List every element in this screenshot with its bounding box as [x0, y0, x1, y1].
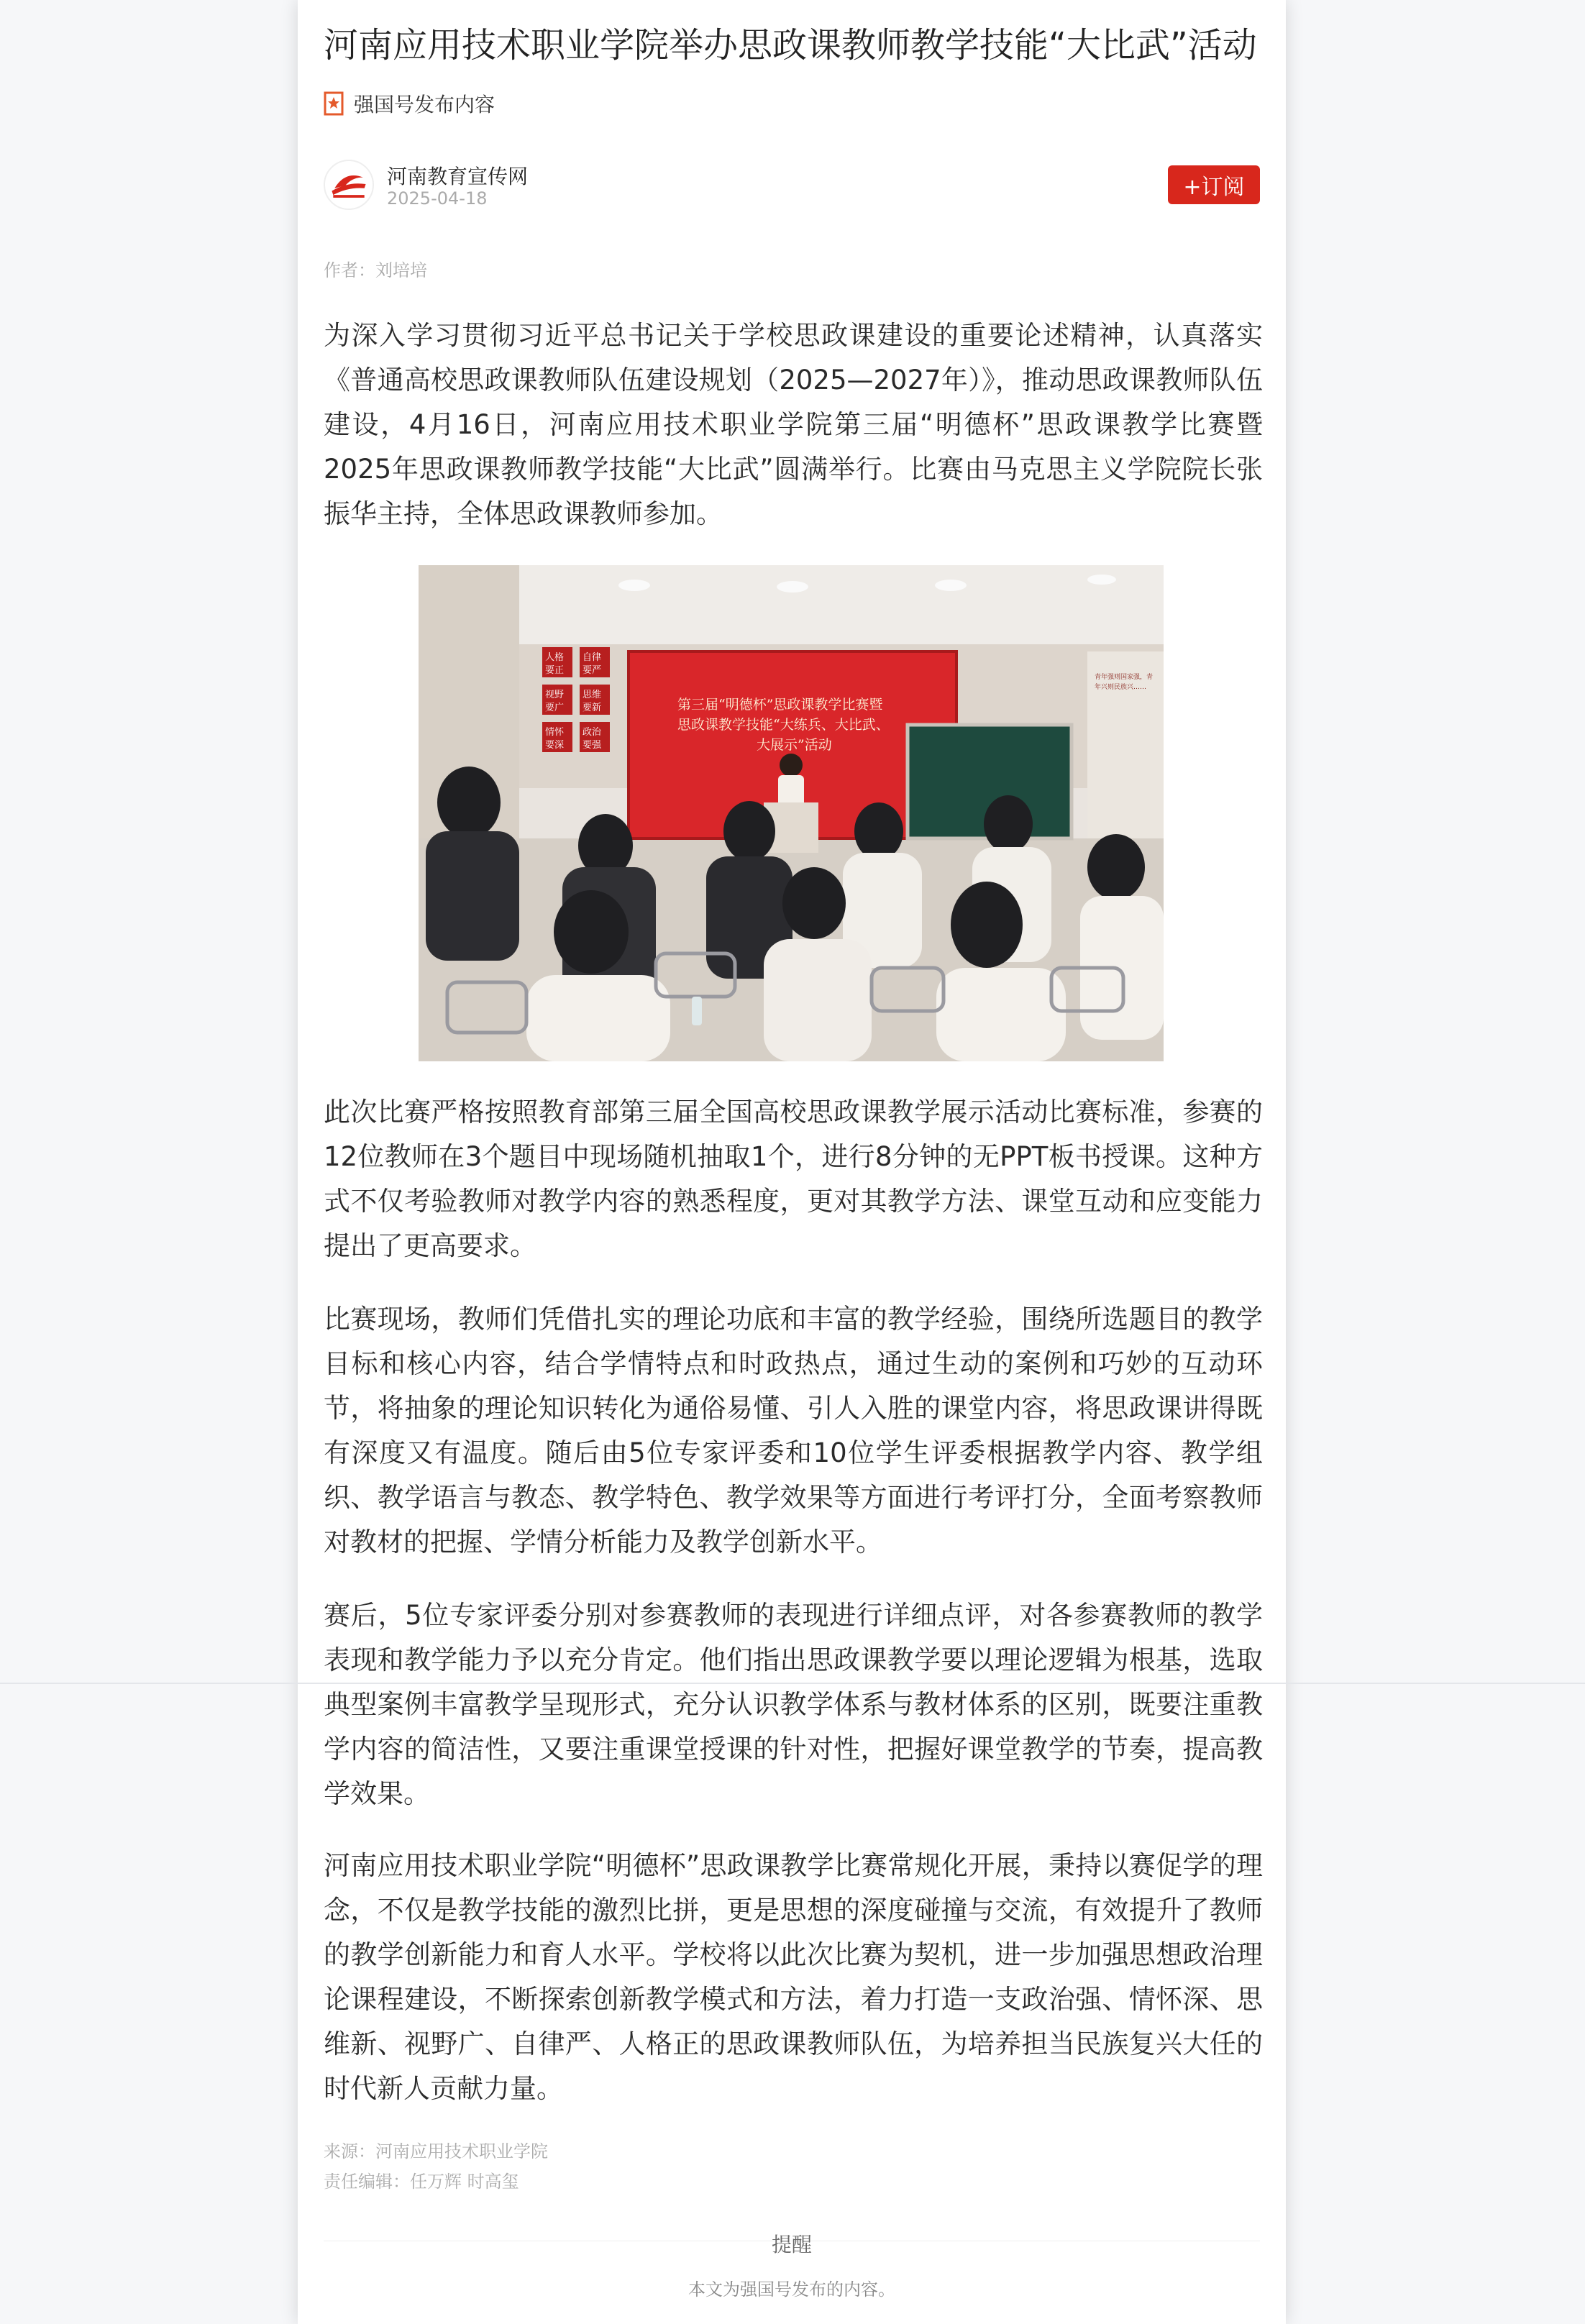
board-1b: 自律 [583, 652, 602, 663]
article-title: 河南应用技术职业学院举办思政课教师教学技能“大比武”活动 [324, 25, 1257, 65]
classroom-photo [419, 565, 1164, 1061]
paragraph-1: 为深入学习贯彻习近平总书记关于学校思政课建设的重要论述精神，认真落实《普通高校思政课教师队伍建设规划（2025—2027年）》，推动思政课教师队伍建设，4月16日，河南应用技术职业学院第三届“明德杯”思政课教学比赛暨2025年思政课教师教学技能“大比武”圆满举行。比赛由马克思主义学院院长张振华主持，全体思政课教师参加。 [324, 320, 1263, 529]
subscribe-button[interactable]: +订阅 [1168, 165, 1260, 204]
publisher-name[interactable]: 河南教育宣传网 [387, 165, 529, 188]
board-3b-sub: 要强 [583, 740, 602, 751]
board-3a-sub: 要深 [545, 740, 565, 751]
publisher-row [324, 160, 1260, 210]
screen-line-3: 大展示”活动 [757, 737, 832, 753]
source-line: 来源：河南应用技术职业学院 [324, 2141, 548, 2161]
paragraph-4: 赛后，5位专家评委分别对参赛教师的表现进行详细点评，对各参赛教师的教学表现和教学能力予以充分肯定。他们指出思政课教学要以理论逻辑为根基，选取典型案例丰富教学呈现形式，充分认识教学体系与教材体系的区别，既要注重教学内容的简洁性，又要注重课堂授课的针对性，把握好课堂教学的节奏，提高教学效果。 [324, 1600, 1263, 1809]
poster-line-2: 年兴则民族兴…… [1095, 684, 1147, 691]
board-2a-sub: 要广 [545, 703, 565, 713]
screen-line-1: 第三届“明德杯”思政课教学比赛暨 [677, 697, 883, 713]
reminder-text: 本文为强国号发布的内容。 [688, 2279, 895, 2300]
paragraph-3: 比赛现场，教师们凭借扎实的理论功底和丰富的教学经验，围绕所选题目的教学目标和核心内容，结合学情特点和时政热点，通过生动的案例和巧妙的互动环节，将抽象的理论知识转化为通俗易懂、引人入胜的课堂内容，将思政课讲得既有深度又有温度。随后由5位专家评委和10位学生评委根据教学内容、教学组织、教学语言与教态、教学特色、教学效果等方面进行考评打分，全面考察教师对教材的把握、学情分析能力及教学创新水平。 [324, 1304, 1263, 1557]
paragraph-5: 河南应用技术职业学院“明德杯”思政课教学比赛常规化开展，秉持以赛促学的理念，不仅是教学技能的激烈比拼，更是思想的深度碰撞与交流，有效提升了教师的教学创新能力和育人水平。学校将以此次比赛为契机，进一步加强思想政治理论课程建设，不断探索创新教学模式和方法，着力打造一支政治强、情怀深、思维新、视野广、自律严、人格正的思政课教师队伍，为培养担当民族复兴大任的时代新人贡献力量。 [324, 1850, 1263, 2104]
article-photo[interactable] [419, 565, 1164, 1061]
publish-date: 2025-04-18 [387, 188, 488, 209]
board-1a: 人格 [545, 652, 565, 663]
bookmark-star-icon [324, 91, 344, 116]
source-tag-label: 强国号发布内容 [354, 93, 495, 116]
board-3a: 情怀 [545, 727, 565, 738]
board-2b: 思维 [583, 690, 602, 700]
board-1a-sub: 要正 [545, 665, 565, 676]
board-2a: 视野 [545, 690, 565, 700]
board-1b-sub: 要严 [583, 665, 602, 676]
screen-line-2: 思政课教学技能“大练兵、大比武、 [677, 717, 890, 733]
author-line: 作者：刘培培 [324, 260, 427, 280]
board-2b-sub: 要新 [583, 703, 602, 713]
page-divider [0, 1683, 1585, 1684]
board-3b: 政治 [583, 727, 602, 738]
avatar[interactable] [324, 160, 374, 210]
article-card [298, 0, 1286, 2324]
source-tag [324, 89, 495, 118]
editors-line: 责任编辑：任万辉 时高玺 [324, 2172, 519, 2192]
poster-line-1: 青年强则国家强，青 [1095, 674, 1154, 681]
paragraph-2: 此次比赛严格按照教育部第三届全国高校思政课教学展示活动比赛标准，参赛的12位教师在3个题目中现场随机抽取1个，进行8分钟的无PPT板书授课。这种方式不仅考验教师对教学内容的熟悉程度，更对其教学方法、课堂互动和应变能力提出了更高要求。 [324, 1097, 1263, 1261]
publisher-logo-icon [325, 161, 373, 209]
reminder-title: 提醒 [771, 2233, 812, 2256]
